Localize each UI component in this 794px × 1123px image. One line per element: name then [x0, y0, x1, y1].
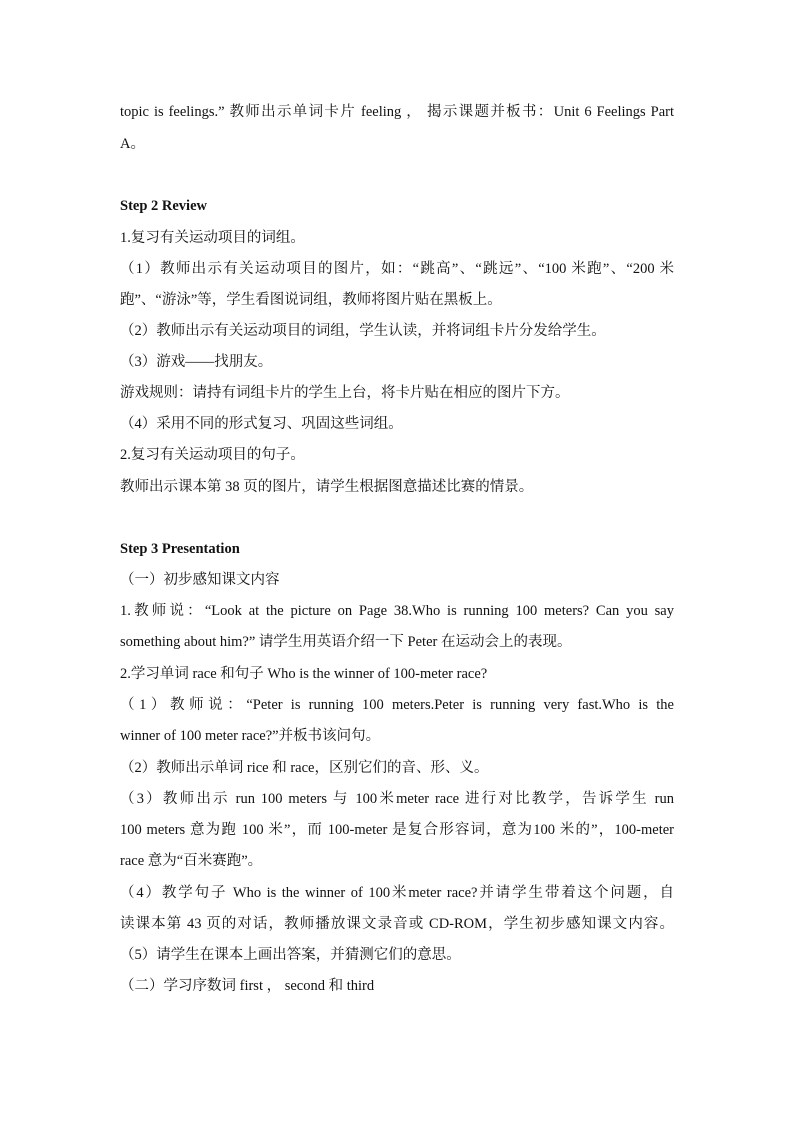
step3-line-10: race 意为“百米赛跑”。: [120, 853, 263, 869]
step3-line-6: winner of 100 meter race?”并板书该问句。: [120, 728, 381, 744]
intro-line-1: topic is feelings.” 教师出示单词卡片 feeling ， 揭示课题并板书：Unit 6 Feelings Part: [120, 104, 674, 120]
step3-line-11: （4）教学句子 Who is the winner of 100米meter race?并请学生带着这个问题，自: [120, 885, 674, 901]
step2-line-8: 2.复习有关运动项目的句子。: [120, 447, 305, 463]
step2-line-3: 跑”、“游泳”等，学生看图说词组，教师将图片贴在黑板上。: [120, 292, 502, 308]
step2-line-2: （1）教师出示有关运动项目的图片，如：“跳高”、“跳远”、“100 米跑”、“200 米: [120, 261, 674, 277]
step3-line-2: 1.教师说：“Look at the picture on Page 38.Who is running 100 meters? Can you say: [120, 603, 674, 619]
step2-line-9: 教师出示课本第 38 页的图片，请学生根据图意描述比赛的情景。: [120, 479, 534, 495]
step3-line-12: 读课本第 43 页的对话，教师播放课文录音或 CD-ROM，学生初步感知课文内容。: [120, 916, 674, 932]
step3-line-8: （3）教师出示 run 100 meters 与 100米meter race 进行对比教学，告诉学生 run: [120, 791, 674, 807]
step2-line-7: （4）采用不同的形式复习、巩固这些词组。: [120, 416, 403, 432]
step2-line-4: （2）教师出示有关运动项目的词组，学生认读，并将词组卡片分发给学生。: [120, 323, 606, 339]
step3-line-1: （一）初步感知课文内容: [120, 572, 280, 588]
step3-line-9: 100 meters 意为跑 100 米”，而 100-meter 是复合形容词，意为100 米的”，100-meter: [120, 822, 674, 838]
step2-line-5: （3）游戏——找朋友。: [120, 354, 273, 370]
step3-heading: Step 3 Presentation: [120, 541, 240, 557]
step2-line-6: 游戏规则：请持有词组卡片的学生上台，将卡片贴在相应的图片下方。: [120, 385, 570, 401]
step3-line-7: （2）教师出示单词 rice 和 race，区别它们的音、形、义。: [120, 760, 489, 776]
step3-line-5: （1）教师说：“Peter is running 100 meters.Peter is running very fast.Who is the: [120, 697, 674, 713]
step3-line-13: （5）请学生在课本上画出答案，并猜测它们的意思。: [120, 947, 461, 963]
step3-line-14: （二）学习序数词 first ， second 和 third: [120, 978, 375, 994]
intro-line-2: A。: [120, 136, 145, 152]
step2-line-1: 1.复习有关运动项目的词组。: [120, 230, 305, 246]
step3-line-3: something about him?” 请学生用英语介绍一下 Peter 在运动会上的表现。: [120, 634, 572, 650]
step2-heading: Step 2 Review: [120, 198, 207, 214]
step3-line-4: 2.学习单词 race 和句子 Who is the winner of 100-meter race?: [120, 666, 488, 682]
